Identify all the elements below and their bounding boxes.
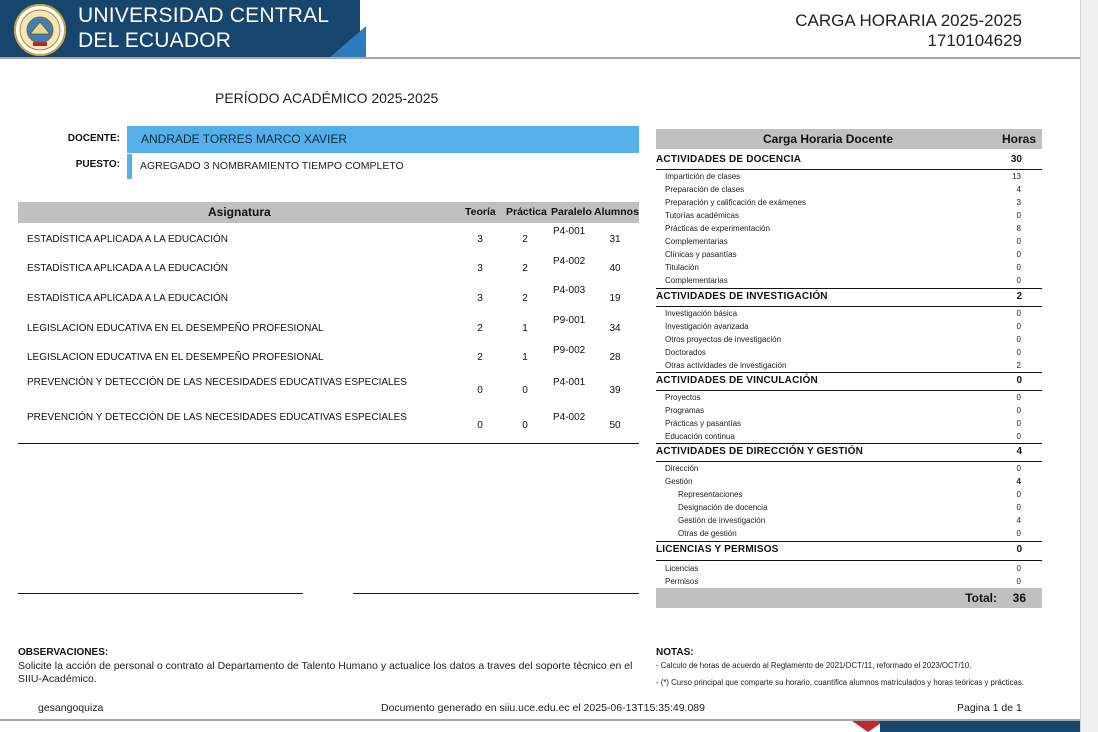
- item-value: 0: [1016, 490, 1021, 499]
- item-value: 4: [1016, 477, 1021, 486]
- row-practica: 2: [522, 293, 528, 304]
- footer-page-number: Pagina 1 de 1: [957, 702, 1022, 714]
- section-docencia: [656, 154, 1042, 168]
- item-label: Prácticas y pasantías: [665, 419, 742, 428]
- row-asignatura: ESTADÍSTICA APLICADA A LA EDUCACIÓN: [27, 234, 228, 245]
- header-divider: [0, 57, 1080, 59]
- docente-value: ANDRADE TORRES MARCO XAVIER: [141, 132, 348, 146]
- item-label: Otros proyectos de investigación: [665, 335, 782, 344]
- section-value: 30: [1010, 154, 1022, 165]
- section-title: LICENCIAS Y PERMISOS: [656, 544, 779, 555]
- section-rule: [656, 390, 1042, 391]
- item-value: 4: [1016, 185, 1021, 194]
- list-item: [665, 198, 1035, 210]
- row-alumnos: 31: [609, 234, 621, 245]
- row-practica: 0: [522, 385, 528, 396]
- section-value: 0: [1016, 375, 1022, 386]
- item-value: 0: [1016, 348, 1021, 357]
- row-alumnos: 50: [609, 420, 621, 431]
- section-rule: [656, 443, 1042, 444]
- row-alumnos: 19: [609, 293, 621, 304]
- section-rule: [656, 169, 1042, 170]
- list-item: [665, 564, 1035, 576]
- list-item: [665, 276, 1035, 288]
- item-value: 2: [1016, 361, 1021, 370]
- item-value: 0: [1016, 564, 1021, 573]
- item-label: Permisos: [665, 577, 699, 586]
- row-paralelo: P4-003: [553, 285, 586, 296]
- section-rule: [656, 461, 1042, 462]
- item-value: 0: [1016, 309, 1021, 318]
- total-hours-bar: [656, 588, 1042, 608]
- footer-generated: Documento generado en siiu.uce.edu.ec el 2025-06-13T15:35:49.089: [381, 702, 705, 714]
- puesto-label: PUESTO:: [75, 159, 120, 170]
- row-practica: 0: [522, 420, 528, 431]
- row-teoria: 3: [477, 234, 483, 245]
- item-label: Educación continua: [665, 432, 735, 441]
- row-practica: 2: [522, 234, 528, 245]
- row-practica: 1: [522, 323, 528, 334]
- list-item: [665, 211, 1035, 223]
- item-label: Gestión: [665, 477, 693, 486]
- list-item: [665, 309, 1035, 321]
- list-item: [665, 224, 1035, 236]
- row-asignatura: ESTADÍSTICA APLICADA A LA EDUCACIÓN: [27, 263, 228, 274]
- section-rule: [656, 541, 1042, 542]
- row-paralelo: P4-001: [553, 226, 586, 237]
- item-value: 0: [1016, 577, 1021, 586]
- row-alumnos: 40: [609, 263, 621, 274]
- item-label: Preparación de clases: [665, 185, 745, 194]
- item-label: Licencias: [665, 564, 699, 573]
- subjects-table-header: [18, 202, 639, 223]
- list-item: [665, 322, 1035, 334]
- item-label: Designación de docencia: [678, 503, 768, 512]
- footer-user: gesangoquiza: [38, 702, 104, 714]
- notas-title: NOTAS:: [656, 647, 694, 658]
- item-label: Complementarias: [665, 237, 728, 246]
- item-value: 0: [1016, 503, 1021, 512]
- signature-line-left: [18, 593, 303, 594]
- row-practica: 1: [522, 352, 528, 363]
- footer-brand-band: [880, 721, 1080, 732]
- list-item: [678, 529, 1035, 541]
- total-value: 36: [1012, 591, 1026, 605]
- carga-table-header: [656, 129, 1042, 149]
- item-label: Otras de gestión: [678, 529, 737, 538]
- note-item: - Calculo de horas de acuerdo al Reglamento de 2021/OCT/11, reformado el 2023/OCT/10.: [656, 661, 972, 670]
- item-label: Dirección: [665, 464, 699, 473]
- item-value: 8: [1016, 224, 1021, 233]
- row-teoria: 2: [477, 352, 483, 363]
- col-practica: Práctica: [506, 206, 547, 218]
- row-alumnos: 34: [609, 323, 621, 334]
- row-paralelo: P4-002: [553, 256, 586, 267]
- item-label: Tutorías académicas: [665, 211, 739, 220]
- item-value: 3: [1016, 198, 1021, 207]
- list-item: [665, 250, 1035, 262]
- item-label: Preparación y calificación de exámenes: [665, 198, 806, 207]
- total-label: Total:: [965, 591, 997, 605]
- carga-header-label: Carga Horaria Docente: [763, 132, 894, 146]
- col-asignatura: Asignatura: [208, 205, 271, 219]
- subjects-table-bottom-rule: [18, 443, 639, 444]
- row-paralelo: P4-002: [553, 412, 586, 423]
- row-teoria: 2: [477, 323, 483, 334]
- item-label: Prácticas de experimentación: [665, 224, 770, 233]
- list-item: [665, 419, 1035, 431]
- academic-period: PERÍODO ACADÉMICO 2025-2025: [215, 90, 439, 106]
- section-title: ACTIVIDADES DE INVESTIGACIÓN: [656, 291, 828, 302]
- item-label: Otras actividades de investigación: [665, 361, 787, 370]
- row-asignatura: ESTADÍSTICA APLICADA A LA EDUCACIÓN: [27, 293, 228, 304]
- section-title: ACTIVIDADES DE DOCENCIA: [656, 154, 802, 165]
- item-value: 0: [1016, 211, 1021, 220]
- row-paralelo: P9-002: [553, 345, 586, 356]
- viewer-scrollbar-gutter[interactable]: [1080, 0, 1098, 732]
- list-item: [665, 263, 1035, 275]
- row-teoria: 3: [477, 293, 483, 304]
- list-item: [678, 503, 1035, 515]
- document-title-block: [795, 11, 1022, 51]
- list-item: [665, 464, 1035, 476]
- list-item: [665, 335, 1035, 347]
- item-label: Titulación: [665, 263, 699, 272]
- list-item: [678, 516, 1035, 528]
- item-label: Investigación avanzada: [665, 322, 749, 331]
- item-label: Proyectos: [665, 393, 701, 402]
- university-name: [78, 3, 329, 53]
- col-paralelo: Paralelo: [551, 206, 592, 218]
- section-rule: [656, 306, 1042, 307]
- puesto-value: AGREGADO 3 NOMBRAMIENTO TIEMPO COMPLETO: [140, 160, 404, 172]
- section-rule: [656, 288, 1042, 289]
- row-teoria: 0: [477, 385, 483, 396]
- item-label: Clínicas y pasantías: [665, 250, 737, 259]
- observaciones-text: Solicite la acción de personal o contrato al Departamento de Talento Humano y actualice los datos a traves del soporte técnico en el SIIU-Académico.: [18, 660, 633, 685]
- item-value: 0: [1016, 419, 1021, 428]
- item-value: 0: [1016, 335, 1021, 344]
- list-item: [665, 348, 1035, 360]
- item-value: 0: [1016, 322, 1021, 331]
- note-item: - (*) Curso principal que comparte su horario, cuantifica alumnos matriculados y horas teóricas y prácticas.: [656, 678, 1024, 687]
- item-value: 0: [1016, 263, 1021, 272]
- col-alumnos: Alumnos: [594, 206, 639, 218]
- document-id-number: 1710104629: [927, 31, 1022, 50]
- row-practica: 2: [522, 263, 528, 274]
- university-seal-logo: [14, 4, 66, 56]
- item-label: Doctorados: [665, 348, 706, 357]
- brand-accent-triangle: [328, 26, 366, 59]
- list-item: [665, 393, 1035, 405]
- section-value: 2: [1016, 291, 1022, 302]
- list-item: [665, 185, 1035, 197]
- row-asignatura: PREVENCIÓN Y DETECCIÓN DE LAS NECESIDADES EDUCATIVAS ESPECIALES: [27, 377, 407, 388]
- signature-line-right: [353, 593, 639, 594]
- item-value: 0: [1016, 250, 1021, 259]
- section-value: 0: [1016, 544, 1022, 555]
- item-label: Representaciones: [678, 490, 743, 499]
- list-item: [665, 477, 1035, 489]
- item-value: 4: [1016, 516, 1021, 525]
- item-value: 0: [1016, 529, 1021, 538]
- list-item: [678, 490, 1035, 502]
- list-item: [665, 172, 1035, 184]
- item-label: Investigación básica: [665, 309, 738, 318]
- row-alumnos: 39: [609, 385, 621, 396]
- section-licencias-permisos: [656, 544, 1042, 558]
- list-item: [665, 237, 1035, 249]
- section-investigacion: [656, 291, 1042, 305]
- row-paralelo: P9-001: [553, 315, 586, 326]
- row-asignatura: LEGISLACION EDUCATIVA EN EL DESEMPEÑO PROFESIONAL: [27, 352, 324, 363]
- observaciones-title: OBSERVACIONES:: [18, 647, 109, 658]
- item-value: 0: [1016, 464, 1021, 473]
- item-value: 0: [1016, 393, 1021, 402]
- carga-header-hours: Horas: [1002, 132, 1037, 146]
- list-item: [665, 406, 1035, 418]
- section-vinculacion: [656, 375, 1042, 389]
- section-title: ACTIVIDADES DE DIRECCIÓN Y GESTIÓN: [656, 446, 864, 457]
- puesto-accent-bar: [127, 154, 132, 179]
- university-name-line2: DEL ECUADOR: [78, 29, 232, 52]
- section-rule: [656, 372, 1042, 373]
- docente-label: DOCENTE:: [67, 133, 120, 144]
- row-paralelo: P4-001: [553, 377, 586, 388]
- item-value: 0: [1016, 432, 1021, 441]
- row-asignatura: LEGISLACION EDUCATIVA EN EL DESEMPEÑO PROFESIONAL: [27, 323, 324, 334]
- section-value: 4: [1016, 446, 1022, 457]
- item-value: 13: [1012, 172, 1021, 181]
- col-teoria: Teoría: [465, 206, 496, 218]
- document-header: [0, 0, 1080, 60]
- document-title: CARGA HORARIA 2025-2025: [795, 11, 1022, 30]
- item-label: Gestión de investigación: [678, 516, 766, 525]
- row-asignatura: PREVENCIÓN Y DETECCIÓN DE LAS NECESIDADES EDUCATIVAS ESPECIALES: [27, 412, 407, 423]
- section-title: ACTIVIDADES DE VINCULACIÓN: [656, 375, 818, 386]
- section-rule: [656, 560, 1042, 561]
- row-teoria: 0: [477, 420, 483, 431]
- row-alumnos: 28: [609, 352, 621, 363]
- item-label: Programas: [665, 406, 705, 415]
- section-direccion-gestion: [656, 446, 1042, 460]
- item-value: 0: [1016, 276, 1021, 285]
- item-label: Complementarias: [665, 276, 728, 285]
- row-teoria: 3: [477, 263, 483, 274]
- item-value: 0: [1016, 237, 1021, 246]
- item-label: Impartición de clases: [665, 172, 741, 181]
- university-name-line1: UNIVERSIDAD CENTRAL: [78, 4, 330, 27]
- item-value: 0: [1016, 406, 1021, 415]
